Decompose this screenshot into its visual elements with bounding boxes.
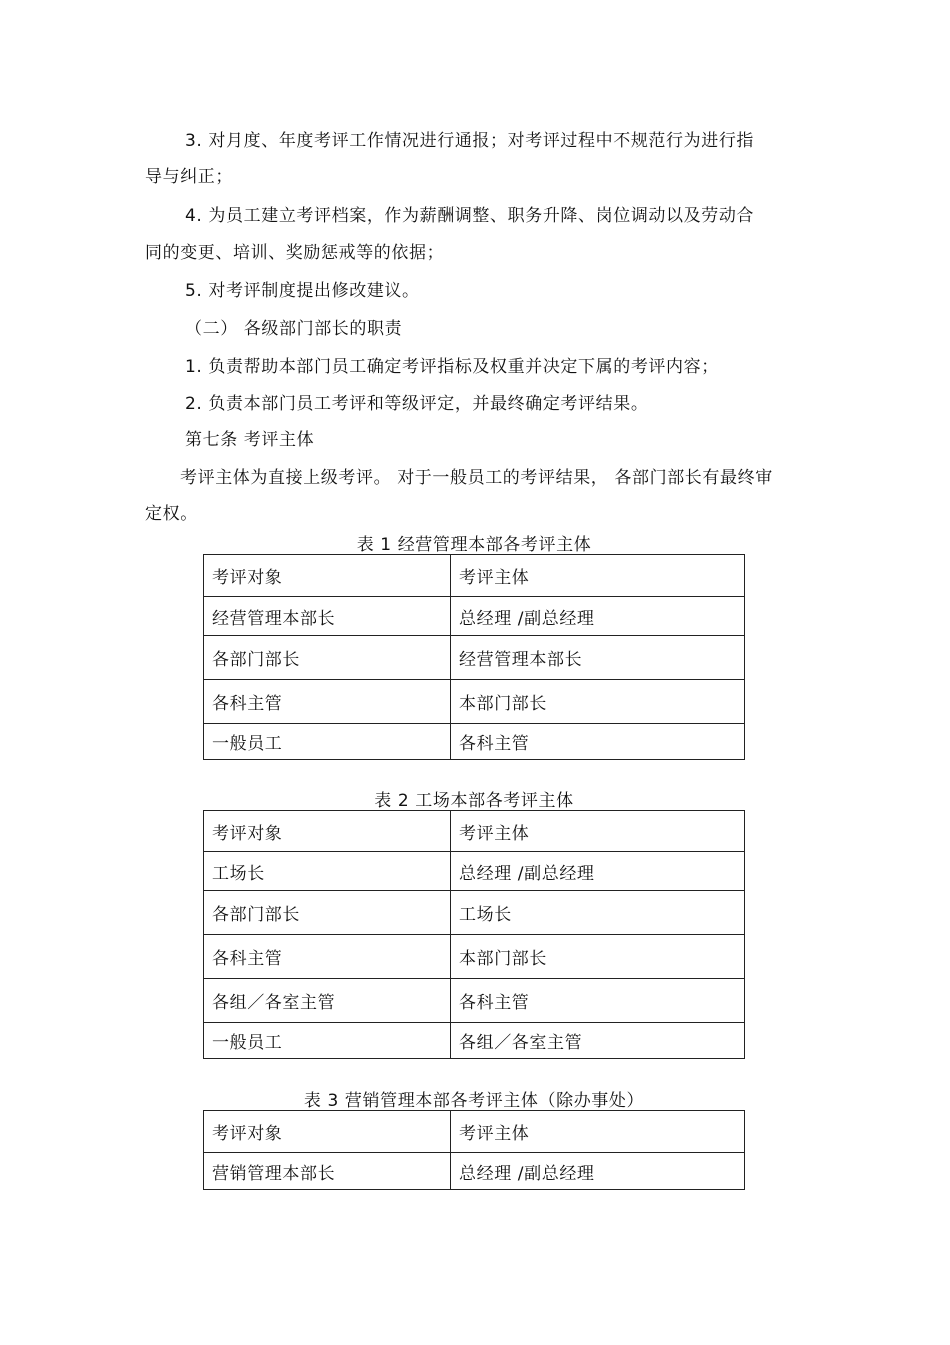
table-cell: 营销管理本部长 [204, 1153, 451, 1190]
table-cell: 本部门部长 [451, 680, 745, 724]
table-cell: 各部门部长 [204, 891, 451, 935]
table-row [204, 636, 745, 680]
table-header-cell: 考评主体 [451, 811, 745, 852]
table-header-cell: 考评对象 [204, 811, 451, 852]
table-row [204, 597, 745, 636]
table-3 [203, 1110, 745, 1190]
article-7-heading: 第七条 考评主体 [185, 430, 315, 450]
table-cell: 一般员工 [204, 1023, 451, 1059]
table-cell: 总经理 /副总经理 [451, 852, 745, 891]
table-cell: 一般员工 [204, 724, 451, 760]
table-cell: 各科主管 [451, 724, 745, 760]
table-row [204, 724, 745, 760]
table-cell: 各部门部长 [204, 636, 451, 680]
table-cell: 经营管理本部长 [204, 597, 451, 636]
article-7-line-1: 考评主体为直接上级考评。 对于一般员工的考评结果， 各部门部长有最终审 [180, 468, 773, 488]
table-cell: 各组／各室主管 [204, 979, 451, 1023]
paragraph-3-line-1: 3. 对月度、年度考评工作情况进行通报；对考评过程中不规范行为进行指 [185, 131, 755, 151]
table-header-cell: 考评主体 [451, 555, 745, 597]
paragraph-4-line-2: 同的变更、培训、奖励惩戒等的依据； [145, 243, 445, 263]
paragraph-3-line-2: 导与纠正； [145, 167, 233, 187]
section-2-item-1: 1. 负责帮助本部门员工确定考评指标及权重并决定下属的考评内容； [185, 357, 719, 377]
table-cell: 各组／各室主管 [451, 1023, 745, 1059]
table-cell: 工场长 [451, 891, 745, 935]
section-2-heading: （二） 各级部门部长的职责 [185, 319, 403, 339]
table-cell: 各科主管 [451, 979, 745, 1023]
paragraph-4-line-1: 4. 为员工建立考评档案，作为薪酬调整、职务升降、岗位调动以及劳动合 [185, 206, 755, 226]
table-1 [203, 554, 745, 760]
table-2-caption: 表 2 工场本部各考评主体 [374, 791, 574, 811]
table-cell: 总经理 /副总经理 [451, 597, 745, 636]
article-7-line-2: 定权。 [145, 504, 198, 524]
table-row [204, 1153, 745, 1190]
table-2 [203, 810, 745, 1059]
table-header-row [204, 555, 745, 597]
table-row [204, 1023, 745, 1059]
table-row [204, 680, 745, 724]
table-1-caption: 表 1 经营管理本部各考评主体 [356, 535, 592, 555]
table-header-cell: 考评对象 [204, 555, 451, 597]
table-cell: 各科主管 [204, 680, 451, 724]
paragraph-5: 5. 对考评制度提出修改建议。 [185, 281, 420, 301]
table-cell: 经营管理本部长 [451, 636, 745, 680]
table-row [204, 935, 745, 979]
table-row [204, 852, 745, 891]
section-2-item-2: 2. 负责本部门员工考评和等级评定，并最终确定考评结果。 [185, 394, 649, 414]
table-cell: 各科主管 [204, 935, 451, 979]
table-cell: 总经理 /副总经理 [451, 1153, 745, 1190]
table-3-caption: 表 3 营销管理本部各考评主体（除办事处） [303, 1091, 645, 1111]
table-header-cell: 考评对象 [204, 1111, 451, 1153]
table-header-row [204, 1111, 745, 1153]
table-row [204, 979, 745, 1023]
table-row [204, 891, 745, 935]
table-cell: 本部门部长 [451, 935, 745, 979]
table-header-cell: 考评主体 [451, 1111, 745, 1153]
table-cell: 工场长 [204, 852, 451, 891]
table-header-row [204, 811, 745, 852]
